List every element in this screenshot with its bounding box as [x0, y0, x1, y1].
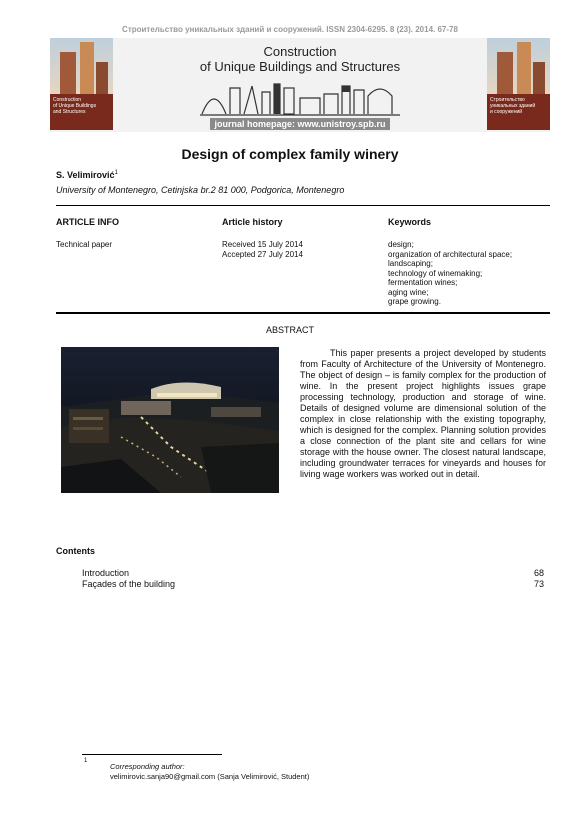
history-accepted: Accepted 27 July 2014 [222, 249, 303, 259]
footnote-mark: 1 [84, 758, 88, 764]
cover-right-line: уникальных зданий [490, 103, 536, 109]
author-footnote-mark: 1 [114, 170, 118, 176]
article-type: Technical paper [56, 240, 113, 249]
affiliation: University of Montenegro, Cetinjska br.2 81 000, Podgorica, Montenegro [56, 185, 345, 195]
rule-bottom [56, 312, 550, 314]
keyword-list [388, 240, 512, 307]
winery-render-image [61, 347, 279, 493]
rule-top [56, 205, 550, 206]
abstract-text: This paper presents a project developed by students from Faculty of Architecture of the University of Montenegro. The object of design – is family complex for the production of wine. In the present project highlights issues grape processing technology, production and storage of wine. Details of designed volume are dimensional solution of the complex in close relationship with the existing topography, which is designed for the complex. Planning solution provides a close connection of the plant site and cellars for wine storage with the house owner. The closest natural landscape, including groundwater terraces for vineyards and houses for living wage workers was worked out in detail. [300, 348, 546, 479]
keyword-item: aging wine; [388, 287, 429, 297]
footnote-label: Corresponding author: [110, 762, 185, 771]
history-received: Received 15 July 2014 [222, 240, 303, 249]
winery-night-render [61, 347, 279, 493]
author-name: S. Velimirović [56, 170, 115, 180]
article-history-heading: Article history [222, 217, 283, 227]
keywords-heading: Keywords [388, 217, 432, 227]
article-history [222, 240, 303, 259]
author [56, 170, 118, 180]
article-info-heading: ARTICLE INFO [56, 217, 119, 227]
cover-left-line: Construction [53, 97, 82, 103]
cover-right-line: Строительство [490, 97, 525, 103]
abstract-heading: ABSTRACT [265, 325, 314, 335]
paper-title: Design of complex family winery [181, 146, 399, 162]
toc-item-page: 73 [533, 579, 544, 589]
journal-cover-right [487, 38, 550, 130]
keyword-item: organization of architectural space; [388, 249, 513, 259]
journal-banner [50, 38, 550, 132]
cover-right-line: и сооружений [490, 109, 523, 115]
footnote-rule [82, 754, 222, 755]
toc-item-page: 68 [533, 568, 544, 578]
toc-item-label: Façades of the building [82, 579, 176, 589]
keyword-item: technology of winemaking; [388, 268, 483, 278]
cover-left-line: of Unique Buildings [53, 103, 97, 109]
cover-left-line: and Structures [53, 109, 86, 115]
banner-title-line1: Construction [263, 44, 337, 59]
footnote-contact: velimirovic.sanja90@gmail.com (Sanja Velimirović, Student) [110, 772, 310, 781]
keyword-item: design; [388, 240, 414, 249]
toc-item-label: Introduction [82, 568, 130, 578]
journal-homepage: journal homepage: www.unistroy.spb.ru [210, 118, 390, 130]
journal-citation-line: Строительство уникальных зданий и сооружений. ISSN 2304-6295. 8 (23). 2014. 67-78 [122, 25, 458, 34]
keyword-item: landscaping; [388, 259, 433, 268]
keyword-item: grape growing. [388, 297, 441, 306]
keyword-item: fermentation wines; [388, 278, 458, 287]
banner-title-line2: of Unique Buildings and Structures [199, 59, 401, 74]
banner-skyline-logo [200, 78, 400, 118]
contents-heading: Contents [56, 546, 95, 556]
